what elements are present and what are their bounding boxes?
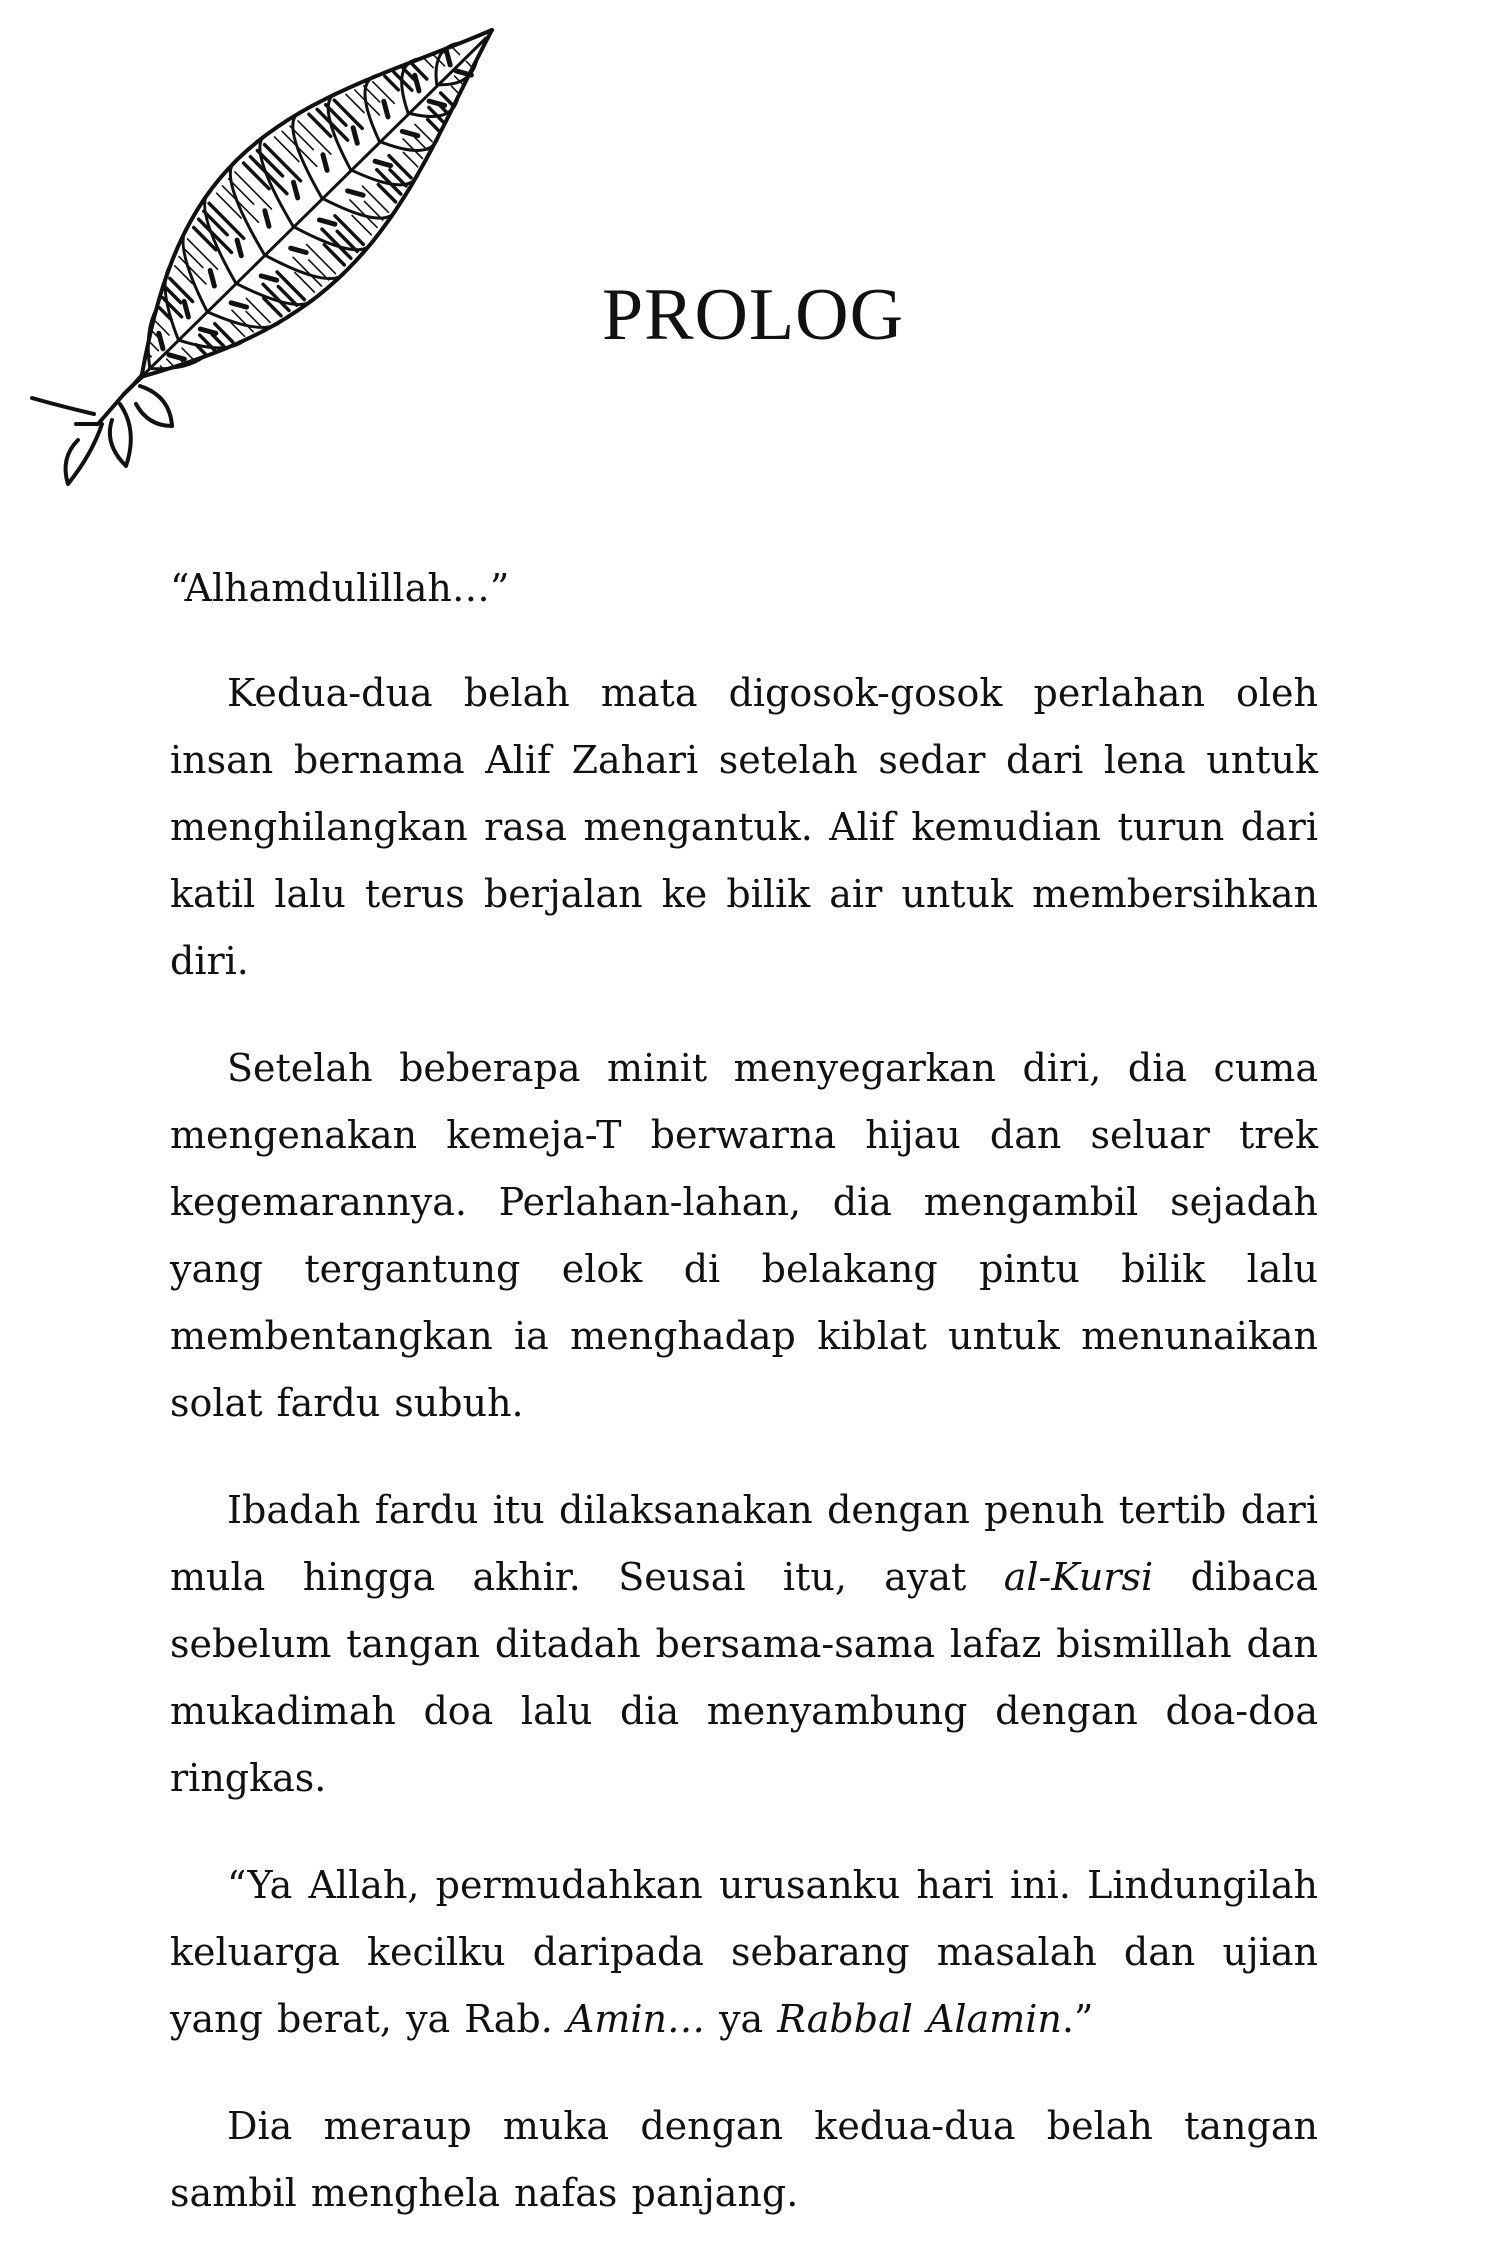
paragraph-5: Dia meraup muka dengan kedua-dua belah tangan sambil menghela nafas panjang. [170,2104,1318,2215]
chapter-body [170,555,1318,2267]
chapter-title: PROLOG [602,274,905,356]
al-kursi-term: al-Kursi [1003,1555,1154,1599]
prayer-text-c: .” [1061,1997,1094,2041]
amin-term: . Amin… [540,1997,705,2041]
opening-line: “Alhamdulillah…” [170,566,510,610]
prayer-quote [170,1852,1318,2053]
paragraph-3-text-a: Ibadah fardu itu dilaksanakan dengan penuh tertib dari mula hingga akhir. Seusai itu, ayat [170,1488,1318,1599]
prayer-text-a: “Ya Allah, permudahkan urusanku hari ini. Lindungilah keluarga kecilku daripada sebarang masalah dan ujian yang berat, ya Rab [170,1863,1318,2041]
feather-icon [14,22,502,500]
paragraph-3 [170,1477,1318,1812]
paragraph-3-text-b: dibaca sebelum tangan ditadah bersama-sama lafaz bismillah dan mukadimah doa lalu dia menyambung dengan doa-doa ringkas. [170,1555,1318,1800]
paragraph-2: Setelah beberapa minit menyegarkan diri, dia cuma mengenakan kemeja-T berwarna hijau dan seluar trek kegemarannya. Perlahan-lahan, dia mengambil sejadah yang tergantung elok di belakang pintu bilik lalu membentangkan ia menghadap kiblat untuk menunaikan solat fardu subuh. [170,1046,1318,1425]
prayer-text-b: ya [705,1997,778,2041]
rabbal-alamin-term: Rabbal Alamin [777,1997,1062,2041]
paragraph-1: Kedua-dua belah mata digosok-gosok perlahan oleh insan bernama Alif Zahari setelah sedar dari lena untuk menghilangkan rasa mengantuk. Alif kemudian turun dari katil lalu terus berjalan ke bilik air untuk membersihkan diri. [170,671,1318,983]
